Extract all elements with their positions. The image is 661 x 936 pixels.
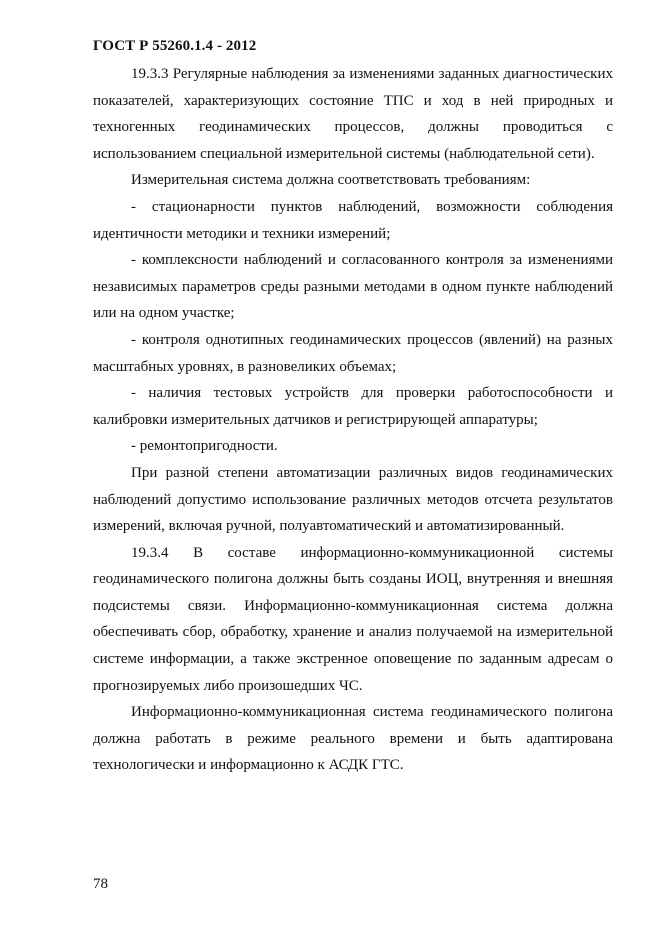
list-item-maintainability: - ремонтопригодности. [131,438,278,455]
list-item-complexity: - комплексности наблюдений и согласованного контроля за изменениями независимых параметров среды разными методами в одном пункте наблюдений или на одном участке; [93,252,613,322]
paragraph-automation: При разной степени автоматизации различных видов геодинамических наблюдений допустимо использование различных методов отсчета результатов измерений, включая ручной, полуавтоматический и автоматизированный. [93,464,613,535]
list-item-test-devices: - наличия тестовых устройств для проверки работоспособности и калибровки измерительных датчиков и регистрирующей аппаратуры; [93,385,613,428]
document-header: ГОСТ Р 55260.1.4 - 2012 [93,38,257,54]
paragraph-19-3-4: 19.3.4 В составе информационно-коммуникационной системы геодинамического полигона должны быть созданы ИОЦ, внутренняя и внешняя подсистемы связи. Информационно-коммуникационная система должна обеспечивать сбор, обработку, хранение и анализ получаемой на измерительной системе информации, а также экстренное оповещение по заданным адресам о прогнозируемых либо произошедших ЧС. [93,544,613,694]
list-item-stationarity: - стационарности пунктов наблюдений, возможности соблюдения идентичности методики и техники измерений; [93,198,613,242]
body-text [93,61,613,779]
page-number: 78 [93,876,108,892]
paragraph-requirements-intro: Измерительная система должна соответствовать требованиям: [131,172,531,189]
paragraph-realtime: Информационно-коммуникационная система геодинамического полигона должна работать в режиме реального времени и быть адаптирована технологически и информационно к АСДК ГТС. [93,704,613,774]
list-item-control: - контроля однотипных геодинамических процессов (явлений) на разных масштабных уровнях, в разновеликих объемах; [93,331,613,375]
paragraph-19-3-3: 19.3.3 Регулярные наблюдения за изменениями заданных диагностических показателей, характеризующих состояние ТПС и ход в ней природных и техногенных геодинамических процессов, должны проводиться с использованием специальной измерительной системы (наблюдательной сети). [93,66,613,162]
